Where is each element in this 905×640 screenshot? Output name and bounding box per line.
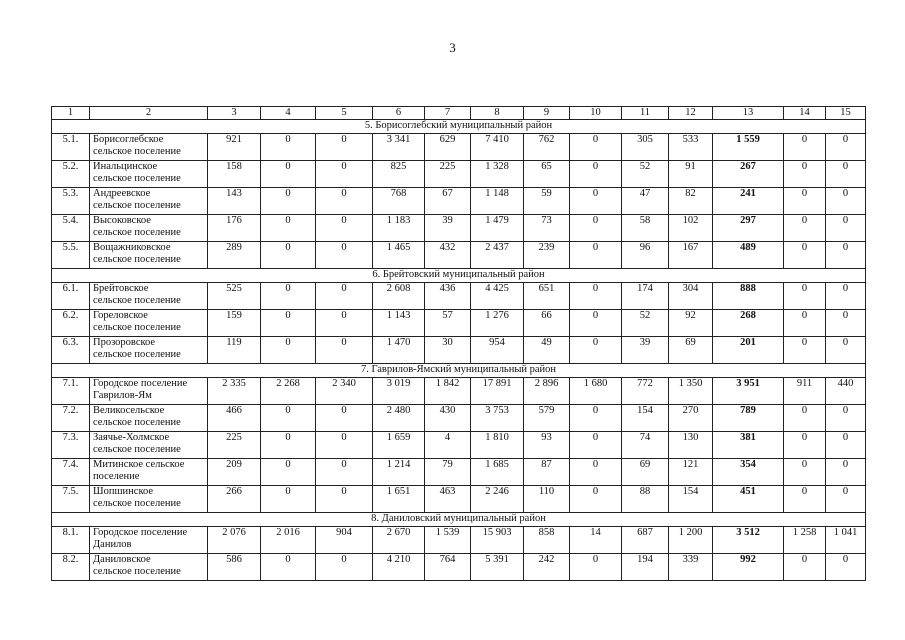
value-cell: 66: [524, 310, 570, 337]
value-cell: 4 425: [471, 283, 524, 310]
value-cell: 0: [826, 432, 866, 459]
value-cell: 4: [425, 432, 471, 459]
value-cell: 0: [261, 486, 316, 513]
value-cell: 239: [524, 242, 570, 269]
value-cell: 0: [261, 161, 316, 188]
value-cell: 154: [669, 486, 713, 513]
value-cell: 687: [622, 527, 669, 554]
value-cell: 69: [622, 459, 669, 486]
row-number: 5.2.: [52, 161, 90, 188]
value-cell: 463: [425, 486, 471, 513]
value-cell: 0: [261, 134, 316, 161]
value-cell: 2 437: [471, 242, 524, 269]
settlement-name-line1: Инальцинское: [93, 161, 158, 172]
value-cell: 0: [316, 405, 373, 432]
settlement-name: [90, 161, 208, 188]
value-cell: 0: [784, 188, 826, 215]
settlement-name: [90, 432, 208, 459]
settlement-name-line2: сельское поселение: [93, 200, 181, 211]
value-cell: 629: [425, 134, 471, 161]
value-cell: 0: [570, 554, 622, 581]
value-cell: 0: [570, 242, 622, 269]
settlement-name-line1: Митинское сельское: [93, 459, 185, 470]
column-number-cell: 7: [425, 107, 471, 120]
value-cell: 174: [622, 283, 669, 310]
value-cell: 69: [669, 337, 713, 364]
settlement-name: [90, 134, 208, 161]
value-cell: 7 410: [471, 134, 524, 161]
value-cell: 92: [669, 310, 713, 337]
settlement-name-line2: Гаврилов-Ям: [93, 390, 152, 401]
settlement-name-line2: сельское поселение: [93, 349, 181, 360]
column-number-row: [52, 107, 866, 120]
value-cell: 30: [425, 337, 471, 364]
value-cell: 904: [316, 527, 373, 554]
value-cell: 74: [622, 432, 669, 459]
value-cell: 96: [622, 242, 669, 269]
value-cell: 0: [570, 432, 622, 459]
value-cell: 2 340: [316, 378, 373, 405]
value-cell: 3 019: [373, 378, 425, 405]
value-cell: 2 268: [261, 378, 316, 405]
value-cell: 3 951: [713, 378, 784, 405]
table-row: [52, 283, 866, 310]
value-cell: 39: [622, 337, 669, 364]
section-title: 6. Брейтовский муниципальный район: [52, 269, 866, 283]
row-number: 6.3.: [52, 337, 90, 364]
value-cell: 2 608: [373, 283, 425, 310]
value-cell: 0: [826, 215, 866, 242]
table-row: [52, 337, 866, 364]
value-cell: 0: [570, 459, 622, 486]
value-cell: 17 891: [471, 378, 524, 405]
column-number-cell: 1: [52, 107, 90, 120]
value-cell: 268: [713, 310, 784, 337]
value-cell: 0: [261, 405, 316, 432]
settlement-name-line1: Даниловское: [93, 554, 151, 565]
value-cell: 0: [784, 486, 826, 513]
column-number-cell: 9: [524, 107, 570, 120]
value-cell: 102: [669, 215, 713, 242]
value-cell: 93: [524, 432, 570, 459]
value-cell: 5 391: [471, 554, 524, 581]
value-cell: 304: [669, 283, 713, 310]
value-cell: 1 470: [373, 337, 425, 364]
value-cell: 0: [316, 337, 373, 364]
value-cell: 1 143: [373, 310, 425, 337]
settlement-name: [90, 554, 208, 581]
value-cell: 0: [784, 405, 826, 432]
column-number-cell: 4: [261, 107, 316, 120]
settlement-name-line1: Великосельское: [93, 405, 165, 416]
column-number-cell: 13: [713, 107, 784, 120]
settlement-name-line1: Борисоглебское: [93, 134, 164, 145]
value-cell: 0: [261, 283, 316, 310]
value-cell: 0: [784, 242, 826, 269]
row-number: 6.2.: [52, 310, 90, 337]
value-cell: 2 246: [471, 486, 524, 513]
value-cell: 0: [261, 459, 316, 486]
value-cell: 0: [261, 242, 316, 269]
value-cell: 768: [373, 188, 425, 215]
value-cell: 0: [316, 215, 373, 242]
settlement-name: [90, 337, 208, 364]
value-cell: 194: [622, 554, 669, 581]
value-cell: 579: [524, 405, 570, 432]
value-cell: 119: [208, 337, 261, 364]
value-cell: 289: [208, 242, 261, 269]
value-cell: 0: [784, 161, 826, 188]
value-cell: 992: [713, 554, 784, 581]
value-cell: 2 016: [261, 527, 316, 554]
value-cell: 0: [316, 242, 373, 269]
settlement-name-line1: Городское поселение: [93, 527, 188, 538]
settlement-name-line2: сельское поселение: [93, 417, 181, 428]
settlement-name-line2: сельское поселение: [93, 146, 181, 157]
value-cell: 0: [826, 486, 866, 513]
value-cell: 1 183: [373, 215, 425, 242]
value-cell: 2 335: [208, 378, 261, 405]
value-cell: 1 479: [471, 215, 524, 242]
settlement-name: [90, 378, 208, 405]
table-row: [52, 432, 866, 459]
value-cell: 242: [524, 554, 570, 581]
value-cell: 0: [784, 283, 826, 310]
row-number: 8.2.: [52, 554, 90, 581]
table-row: [52, 459, 866, 486]
value-cell: 1 041: [826, 527, 866, 554]
settlement-name-line2: сельское поселение: [93, 566, 181, 577]
page-number: 3: [449, 40, 456, 55]
value-cell: 0: [826, 161, 866, 188]
value-cell: 59: [524, 188, 570, 215]
table-row: [52, 215, 866, 242]
settlement-name-line1: Гореловское: [93, 310, 148, 321]
value-cell: 3 341: [373, 134, 425, 161]
value-cell: 52: [622, 310, 669, 337]
value-cell: 225: [425, 161, 471, 188]
value-cell: 270: [669, 405, 713, 432]
value-cell: 451: [713, 486, 784, 513]
value-cell: 158: [208, 161, 261, 188]
value-cell: 0: [316, 134, 373, 161]
value-cell: 525: [208, 283, 261, 310]
settlement-name-line2: сельское поселение: [93, 498, 181, 509]
value-cell: 0: [570, 283, 622, 310]
column-number-cell: 14: [784, 107, 826, 120]
value-cell: 0: [826, 242, 866, 269]
table-row: [52, 134, 866, 161]
value-cell: 57: [425, 310, 471, 337]
value-cell: 209: [208, 459, 261, 486]
value-cell: 49: [524, 337, 570, 364]
value-cell: 3 753: [471, 405, 524, 432]
value-cell: 159: [208, 310, 261, 337]
value-cell: 0: [784, 310, 826, 337]
table-row: [52, 378, 866, 405]
row-number: 7.2.: [52, 405, 90, 432]
value-cell: 586: [208, 554, 261, 581]
table-row: [52, 405, 866, 432]
value-cell: 2 896: [524, 378, 570, 405]
value-cell: 0: [316, 432, 373, 459]
settlement-name-line2: сельское поселение: [93, 322, 181, 333]
value-cell: 651: [524, 283, 570, 310]
section-title: 7. Гаврилов-Ямский муниципальный район: [52, 364, 866, 378]
value-cell: 39: [425, 215, 471, 242]
value-cell: 0: [784, 459, 826, 486]
value-cell: 0: [826, 459, 866, 486]
settlement-name-line2: сельское поселение: [93, 254, 181, 265]
value-cell: 110: [524, 486, 570, 513]
value-cell: 2 480: [373, 405, 425, 432]
value-cell: 0: [784, 134, 826, 161]
value-cell: 67: [425, 188, 471, 215]
value-cell: 0: [316, 283, 373, 310]
value-cell: 121: [669, 459, 713, 486]
settlement-name-line1: Шопшинское: [93, 486, 154, 497]
value-cell: 0: [570, 405, 622, 432]
value-cell: 0: [316, 161, 373, 188]
value-cell: 1 842: [425, 378, 471, 405]
value-cell: 82: [669, 188, 713, 215]
value-cell: 88: [622, 486, 669, 513]
value-cell: 47: [622, 188, 669, 215]
value-cell: 241: [713, 188, 784, 215]
settlement-name: [90, 283, 208, 310]
value-cell: 201: [713, 337, 784, 364]
row-number: 7.4.: [52, 459, 90, 486]
settlement-name-line2: сельское поселение: [93, 295, 181, 306]
section-row: [52, 513, 866, 527]
value-cell: 0: [316, 310, 373, 337]
settlement-name-line1: Высоковское: [93, 215, 151, 226]
value-cell: 789: [713, 405, 784, 432]
table-row: [52, 486, 866, 513]
value-cell: 0: [261, 554, 316, 581]
table-row: [52, 161, 866, 188]
value-cell: 825: [373, 161, 425, 188]
value-cell: 1 200: [669, 527, 713, 554]
value-cell: 1 258: [784, 527, 826, 554]
value-cell: 0: [316, 459, 373, 486]
value-cell: 0: [316, 554, 373, 581]
value-cell: 2 076: [208, 527, 261, 554]
settlement-name-line2: сельское поселение: [93, 227, 181, 238]
value-cell: 0: [826, 188, 866, 215]
value-cell: 0: [316, 486, 373, 513]
value-cell: 1 148: [471, 188, 524, 215]
table-row: [52, 188, 866, 215]
value-cell: 0: [570, 310, 622, 337]
table-row: [52, 527, 866, 554]
value-cell: 297: [713, 215, 784, 242]
value-cell: 266: [208, 486, 261, 513]
value-cell: 1 276: [471, 310, 524, 337]
value-cell: 225: [208, 432, 261, 459]
data-table: [51, 106, 866, 581]
settlement-name-line2: поселение: [93, 471, 140, 482]
value-cell: 143: [208, 188, 261, 215]
column-number-cell: 8: [471, 107, 524, 120]
value-cell: 436: [425, 283, 471, 310]
row-number: 5.1.: [52, 134, 90, 161]
value-cell: 167: [669, 242, 713, 269]
value-cell: 0: [826, 554, 866, 581]
settlement-name: [90, 188, 208, 215]
value-cell: 381: [713, 432, 784, 459]
value-cell: 858: [524, 527, 570, 554]
section-row: [52, 269, 866, 283]
value-cell: 2 670: [373, 527, 425, 554]
table-row: [52, 242, 866, 269]
value-cell: 1 559: [713, 134, 784, 161]
value-cell: 921: [208, 134, 261, 161]
column-number-cell: 12: [669, 107, 713, 120]
settlement-name-line1: Брейтовское: [93, 283, 149, 294]
value-cell: 14: [570, 527, 622, 554]
row-number: 5.3.: [52, 188, 90, 215]
settlement-name: [90, 405, 208, 432]
value-cell: 0: [261, 188, 316, 215]
value-cell: 0: [570, 215, 622, 242]
value-cell: 0: [826, 310, 866, 337]
value-cell: 0: [784, 432, 826, 459]
settlement-name-line1: Городское поселение: [93, 378, 188, 389]
settlement-name: [90, 242, 208, 269]
value-cell: 3 512: [713, 527, 784, 554]
value-cell: 1 680: [570, 378, 622, 405]
value-cell: 4 210: [373, 554, 425, 581]
settlement-name: [90, 310, 208, 337]
value-cell: 0: [570, 134, 622, 161]
value-cell: 1 465: [373, 242, 425, 269]
value-cell: 1 651: [373, 486, 425, 513]
value-cell: 0: [784, 554, 826, 581]
value-cell: 305: [622, 134, 669, 161]
settlement-name-line2: сельское поселение: [93, 444, 181, 455]
column-number-cell: 10: [570, 107, 622, 120]
settlement-name: [90, 215, 208, 242]
value-cell: 0: [261, 310, 316, 337]
settlement-name-line1: Вощажниковское: [93, 242, 171, 253]
value-cell: 533: [669, 134, 713, 161]
column-number-cell: 11: [622, 107, 669, 120]
value-cell: 176: [208, 215, 261, 242]
value-cell: 65: [524, 161, 570, 188]
value-cell: 73: [524, 215, 570, 242]
column-number-cell: 15: [826, 107, 866, 120]
column-number-cell: 2: [90, 107, 208, 120]
row-number: 6.1.: [52, 283, 90, 310]
value-cell: 339: [669, 554, 713, 581]
section-title: 8. Даниловский муниципальный район: [52, 513, 866, 527]
value-cell: 430: [425, 405, 471, 432]
value-cell: 0: [316, 188, 373, 215]
value-cell: 1 659: [373, 432, 425, 459]
value-cell: 1 328: [471, 161, 524, 188]
value-cell: 0: [261, 337, 316, 364]
value-cell: 267: [713, 161, 784, 188]
settlement-name-line2: Данилов: [93, 539, 132, 550]
row-number: 7.5.: [52, 486, 90, 513]
row-number: 8.1.: [52, 527, 90, 554]
value-cell: 0: [826, 134, 866, 161]
value-cell: 1 685: [471, 459, 524, 486]
value-cell: 0: [570, 188, 622, 215]
settlement-name-line2: сельское поселение: [93, 173, 181, 184]
value-cell: 130: [669, 432, 713, 459]
table-row: [52, 310, 866, 337]
value-cell: 0: [784, 215, 826, 242]
value-cell: 440: [826, 378, 866, 405]
value-cell: 0: [261, 432, 316, 459]
settlement-name: [90, 486, 208, 513]
value-cell: 1 214: [373, 459, 425, 486]
value-cell: 354: [713, 459, 784, 486]
value-cell: 52: [622, 161, 669, 188]
value-cell: 0: [826, 337, 866, 364]
value-cell: 0: [826, 283, 866, 310]
value-cell: 911: [784, 378, 826, 405]
row-number: 7.3.: [52, 432, 90, 459]
section-title: 5. Борисоглебский муниципальный район: [52, 120, 866, 134]
value-cell: 0: [784, 337, 826, 364]
settlement-name-line1: Андреевское: [93, 188, 151, 199]
value-cell: 91: [669, 161, 713, 188]
row-number: 5.4.: [52, 215, 90, 242]
value-cell: 79: [425, 459, 471, 486]
value-cell: 1 810: [471, 432, 524, 459]
value-cell: 764: [425, 554, 471, 581]
value-cell: 772: [622, 378, 669, 405]
settlement-name: [90, 527, 208, 554]
value-cell: 15 903: [471, 527, 524, 554]
value-cell: 87: [524, 459, 570, 486]
column-number-cell: 3: [208, 107, 261, 120]
row-number: 5.5.: [52, 242, 90, 269]
value-cell: 954: [471, 337, 524, 364]
value-cell: 489: [713, 242, 784, 269]
value-cell: 154: [622, 405, 669, 432]
settlement-name-line1: Заячье-Холмское: [93, 432, 170, 443]
value-cell: 0: [826, 405, 866, 432]
column-number-cell: 5: [316, 107, 373, 120]
value-cell: 888: [713, 283, 784, 310]
column-number-cell: 6: [373, 107, 425, 120]
value-cell: 0: [570, 161, 622, 188]
value-cell: 466: [208, 405, 261, 432]
value-cell: 0: [261, 215, 316, 242]
settlement-name-line1: Прозоровское: [93, 337, 156, 348]
value-cell: 0: [570, 337, 622, 364]
value-cell: 762: [524, 134, 570, 161]
section-row: [52, 364, 866, 378]
value-cell: 0: [570, 486, 622, 513]
value-cell: 432: [425, 242, 471, 269]
table-row: [52, 554, 866, 581]
value-cell: 58: [622, 215, 669, 242]
section-row: [52, 120, 866, 134]
settlement-name: [90, 459, 208, 486]
row-number: 7.1.: [52, 378, 90, 405]
value-cell: 1 539: [425, 527, 471, 554]
value-cell: 1 350: [669, 378, 713, 405]
